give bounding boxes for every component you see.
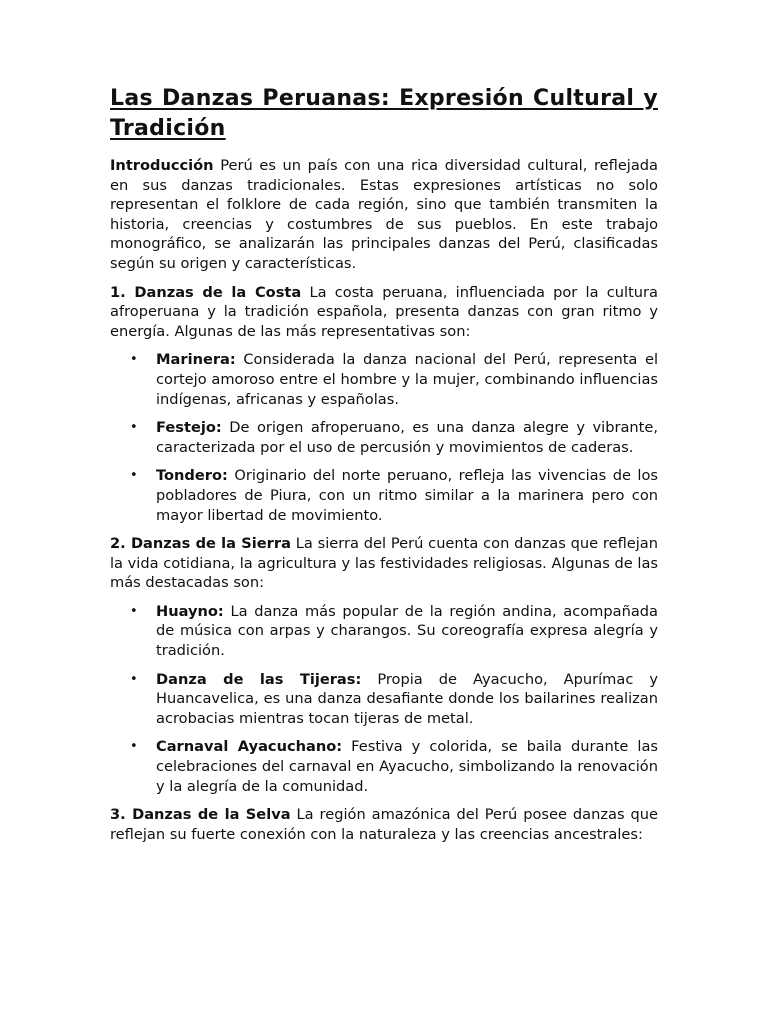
dance-description: Originario del norte peruano, refleja las vivencias de los pobladores de Piura, con un ritmo similar a la marinera pero con mayor libertad de movimiento. — [156, 467, 659, 524]
section-selva-paragraph — [110, 805, 658, 844]
dance-name: Danza de las Tijeras: — [156, 670, 362, 688]
dance-name: Festejo: — [156, 419, 222, 437]
document-title: Las Danzas Peruanas: Expresión Cultural y Tradición — [110, 86, 658, 141]
section-text: La costa peruana, influenciada por la cultura afroperuana y la tradición española, presenta danzas con gran ritmo y energía. Algunas de las más representativas son: — [110, 283, 659, 340]
dance-list-costa — [110, 350, 658, 525]
section-heading: 1. Danzas de la Costa — [110, 283, 302, 301]
section-heading: 2. Danzas de la Sierra — [110, 535, 291, 553]
bullet-icon: • — [130, 420, 138, 436]
dance-name: Carnaval Ayacuchano: — [156, 738, 343, 756]
dance-description: Propia de Ayacucho, Apurímac y Huancavelica, es una danza desafiante donde los bailarines realizan acrobacias mientras tocan tijeras de metal. — [156, 670, 658, 727]
section-text: La región amazónica del Perú posee danzas que reflejan su fuerte conexión con la naturaleza y las creencias ancestrales: — [110, 806, 659, 843]
list-item — [110, 602, 658, 661]
list-item — [110, 737, 658, 796]
dance-description: Considerada la danza nacional del Perú, representa el cortejo amoroso entre el hombre y la mujer, combinando influencias indígenas, africanas y españolas. — [156, 351, 659, 408]
bullet-icon: • — [130, 603, 138, 619]
list-item — [110, 350, 658, 409]
dance-name: Huayno: — [156, 602, 224, 620]
section-sierra-paragraph — [110, 534, 658, 593]
dance-description: Festiva y colorida, se baila durante las celebraciones del carnaval en Ayacucho, simbolizando la renovación y la alegría de la comunidad. — [156, 738, 659, 795]
list-item — [110, 466, 658, 525]
intro-heading: Introducción — [110, 157, 214, 174]
dance-description: La danza más popular de la región andina, acompañada de música con arpas y charangos. Su coreografía expresa alegría y tradición. — [156, 602, 658, 660]
dance-name: Marinera: — [156, 351, 236, 369]
bullet-icon: • — [130, 468, 138, 484]
section-heading: 3. Danzas de la Selva — [110, 806, 291, 824]
bullet-icon: • — [130, 671, 138, 687]
list-item — [110, 670, 658, 729]
section-costa-paragraph — [110, 283, 658, 342]
bullet-icon: • — [130, 739, 138, 755]
section-text: La sierra del Perú cuenta con danzas que reflejan la vida cotidiana, la agricultura y las festividades religiosas. Algunas de las más destacadas son: — [110, 535, 658, 592]
bullet-icon: • — [130, 352, 138, 368]
intro-text: Perú es un país con una rica diversidad cultural, reflejada en sus danzas tradicionales. Estas expresiones artísticas no solo representan el folklore de cada región, sino que también transmiten la historia, creencias y costumbres de sus pueblos. En este trabajo monográfico, se analizarán las principales danzas del Perú, clasificadas según su origen y características. — [110, 157, 659, 272]
list-item — [110, 418, 658, 457]
dance-list-sierra — [110, 602, 658, 796]
intro-paragraph — [110, 156, 658, 274]
dance-description: De origen afroperuano, es una danza alegre y vibrante, caracterizada por el uso de percusión y movimientos de caderas. — [156, 419, 658, 456]
dance-name: Tondero: — [156, 467, 228, 485]
